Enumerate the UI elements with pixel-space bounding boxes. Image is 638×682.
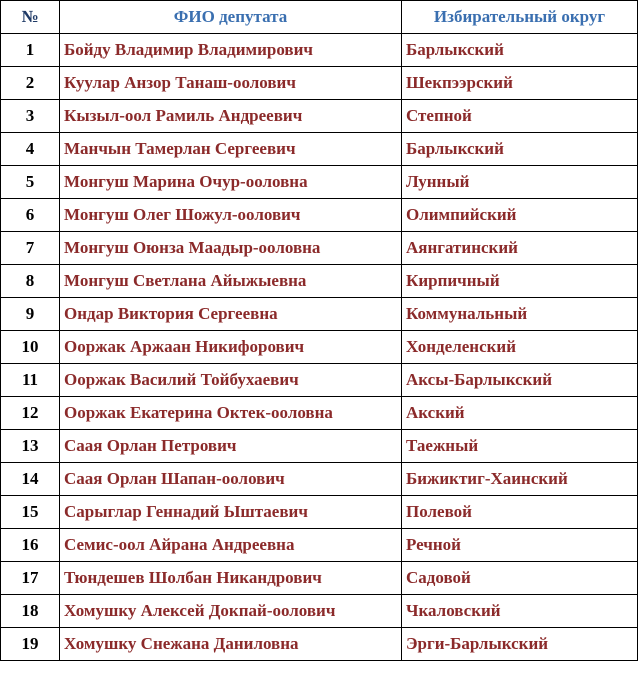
electoral-district: Шекпээрский [402, 67, 638, 100]
electoral-district: Барлыкский [402, 133, 638, 166]
deputy-name: Сарыглар Геннадий Ыштаевич [60, 496, 402, 529]
electoral-district: Аксы-Барлыкский [402, 364, 638, 397]
electoral-district: Бижиктиг-Хаинский [402, 463, 638, 496]
table-row [1, 463, 638, 496]
row-number: 18 [1, 595, 60, 628]
table-row [1, 34, 638, 67]
deputy-name: Бойду Владимир Владимирович [60, 34, 402, 67]
row-number: 10 [1, 331, 60, 364]
table-row [1, 364, 638, 397]
electoral-district: Садовой [402, 562, 638, 595]
deputy-name: Ооржак Екатерина Октек-ооловна [60, 397, 402, 430]
table-row [1, 595, 638, 628]
row-number: 12 [1, 397, 60, 430]
deputy-name: Саая Орлан Шапан-оолович [60, 463, 402, 496]
deputy-name: Ооржак Аржаан Никифорович [60, 331, 402, 364]
row-number: 8 [1, 265, 60, 298]
table-row [1, 199, 638, 232]
row-number: 16 [1, 529, 60, 562]
row-number: 11 [1, 364, 60, 397]
deputy-name: Саая Орлан Петрович [60, 430, 402, 463]
table-row [1, 562, 638, 595]
table-row [1, 529, 638, 562]
table-body [1, 34, 638, 661]
table-row [1, 265, 638, 298]
deputy-name: Хомушку Алексей Докпай-оолович [60, 595, 402, 628]
table-row [1, 397, 638, 430]
deputy-name: Ооржак Василий Тойбухаевич [60, 364, 402, 397]
row-number: 19 [1, 628, 60, 661]
row-number: 3 [1, 100, 60, 133]
deputy-name: Куулар Анзор Танаш-оолович [60, 67, 402, 100]
deputy-name: Тюндешев Шолбан Никандрович [60, 562, 402, 595]
table-row [1, 67, 638, 100]
electoral-district: Степной [402, 100, 638, 133]
table-header [1, 1, 638, 34]
row-number: 7 [1, 232, 60, 265]
row-number: 14 [1, 463, 60, 496]
row-number: 1 [1, 34, 60, 67]
table-row [1, 100, 638, 133]
electoral-district: Таежный [402, 430, 638, 463]
table-row [1, 166, 638, 199]
deputy-name: Семис-оол Айрана Андреевна [60, 529, 402, 562]
electoral-district: Олимпийский [402, 199, 638, 232]
electoral-district: Чкаловский [402, 595, 638, 628]
row-number: 9 [1, 298, 60, 331]
electoral-district: Речной [402, 529, 638, 562]
electoral-district: Коммунальный [402, 298, 638, 331]
row-number: 13 [1, 430, 60, 463]
row-number: 17 [1, 562, 60, 595]
deputy-name: Манчын Тамерлан Сергеевич [60, 133, 402, 166]
table-row [1, 298, 638, 331]
row-number: 5 [1, 166, 60, 199]
row-number: 6 [1, 199, 60, 232]
electoral-district: Хонделенский [402, 331, 638, 364]
table-row [1, 331, 638, 364]
deputy-name: Монгуш Светлана Айыжыевна [60, 265, 402, 298]
deputy-name: Хомушку Снежана Даниловна [60, 628, 402, 661]
row-number: 2 [1, 67, 60, 100]
row-number: 4 [1, 133, 60, 166]
header-name: ФИО депутата [60, 1, 402, 34]
deputy-name: Монгуш Марина Очур-ооловна [60, 166, 402, 199]
table-row [1, 133, 638, 166]
electoral-district: Полевой [402, 496, 638, 529]
electoral-district: Барлыкский [402, 34, 638, 67]
deputy-name: Кызыл-оол Рамиль Андреевич [60, 100, 402, 133]
header-district: Избирательный округ [402, 1, 638, 34]
table-row [1, 496, 638, 529]
electoral-district: Акский [402, 397, 638, 430]
electoral-district: Лунный [402, 166, 638, 199]
deputy-name: Монгуш Оюнза Маадыр-ооловна [60, 232, 402, 265]
table-row [1, 628, 638, 661]
table-row [1, 430, 638, 463]
header-number: № [1, 1, 60, 34]
electoral-district: Аянгатинский [402, 232, 638, 265]
electoral-district: Эрги-Барлыкский [402, 628, 638, 661]
row-number: 15 [1, 496, 60, 529]
header-row [1, 1, 638, 34]
deputy-name: Ондар Виктория Сергеевна [60, 298, 402, 331]
electoral-district: Кирпичный [402, 265, 638, 298]
table-row [1, 232, 638, 265]
deputy-name: Монгуш Олег Шожул-оолович [60, 199, 402, 232]
